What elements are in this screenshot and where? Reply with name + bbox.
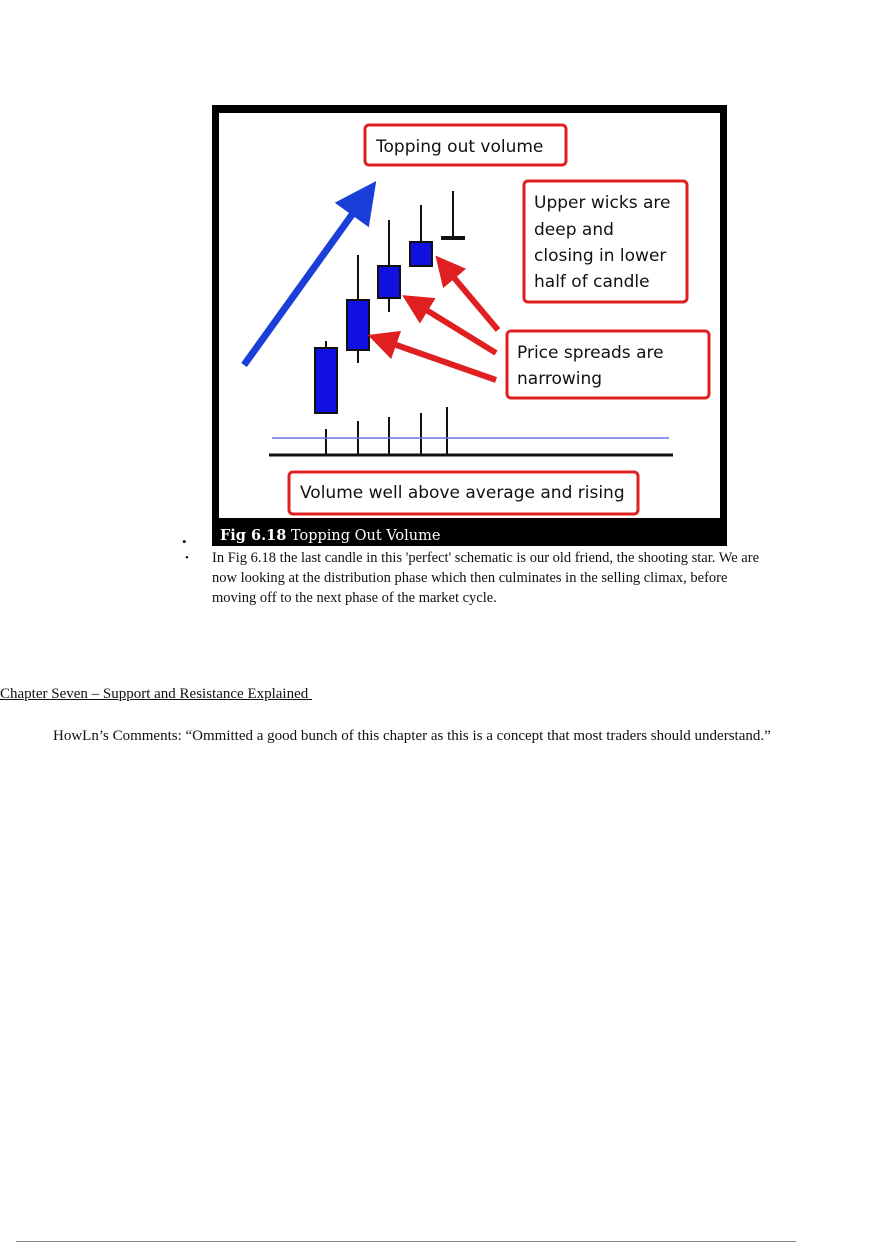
spreads-label-line-1: Price spreads are [517,343,664,363]
candle-1-body [315,348,337,413]
spreads-label-line-2: narrowing [517,369,603,389]
figure-caption [220,527,440,544]
candle-3-body [378,266,400,298]
wicks-label-line-1: Upper wicks are [534,193,671,213]
chart-area [219,113,720,518]
bullet-marker: • [185,552,189,564]
wicks-label-line-3: closing in lower [534,246,667,266]
figure-title: Topping Out Volume [290,528,441,544]
bullet-text: In Fig 6.18 the last candle in this 'perfect' schematic is our old friend, the shooting star. We are now looking at the distribution phase which then culminates in the selling climax, before moving off to the next phase of the market cycle. [212,550,759,606]
volume-label: Volume well above average and rising [300,483,625,503]
empty-bullet: • [182,534,187,549]
topping-out-volume-diagram [212,105,727,546]
bullet-paragraph [185,548,765,608]
wicks-label-line-2: deep and [534,220,614,240]
figure-number: Fig 6.18 [220,527,287,544]
wicks-label-line-4: half of candle [534,272,650,292]
chapter-heading: Chapter Seven – Support and Resistance Explained [0,686,313,702]
comments-paragraph: HowLn’s Comments: “Ommitted a good bunch of this chapter as this is a concept that most traders should understand.” [53,728,771,744]
footer-divider [16,1241,796,1242]
figure-6-18 [212,105,727,546]
candle-2-body [347,300,369,350]
topping-label: Topping out volume [376,137,544,157]
shooting-star-body [441,236,465,240]
candle-4-body [410,242,432,266]
